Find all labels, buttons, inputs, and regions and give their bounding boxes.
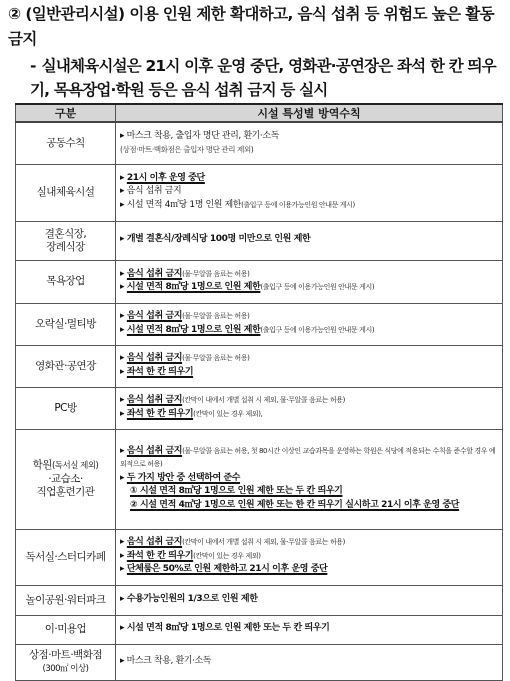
rules-reading-room [116, 529, 503, 585]
rule-line: ▸ 좌석 한 칸 띄우기 [120, 366, 194, 377]
rules-indoor-sports [116, 164, 503, 221]
rules-beauty [116, 615, 503, 644]
quarantine-rules-table [15, 103, 503, 681]
table-row-reading-room [16, 529, 503, 585]
table-row-pc [16, 387, 503, 429]
rule-note: (상점·마트·백화점은 출입자 명단 관리 제외) [120, 144, 254, 154]
rules-amusement [116, 585, 503, 615]
rules-wedding [116, 221, 503, 260]
category-arcade: 오락실·멀티방 [16, 303, 116, 345]
table-row-bath [16, 260, 503, 303]
rule-line: ▸ 좌석 한 칸 띄우기(칸막이 있는 경우 제외) [120, 550, 261, 561]
section-heading: ② (일반관리시설) 이용 인원 제한 확대하고, 음식 섭취 등 위험도 높은 활동 금지 [8, 5, 494, 48]
category-cinema: 영화관·공연장 [16, 345, 116, 387]
rules-academy [116, 429, 503, 529]
category-reading-room: 독서실·스터디카페 [16, 529, 116, 585]
rule-line: ▸ 음식 섭취 금지(칸막이 내에서 개별 섭취 시 제외, 물·무알콜 음료는 허용) [120, 395, 345, 405]
rule-line: ▸ 시설 면적 8㎡당 1명으로 인원 제한(출입구 등에 이용가능인원 안내문 게시) [120, 282, 375, 292]
sub-item-text: 실내체육시설은 21시 이후 운영 중단, 영화관·공연장은 좌석 한 칸 띄우기, 목욕장업·학원 등은 음식 섭취 금지 등 실시 [30, 57, 496, 99]
rule-line: ▸ 음식 섭취 금지(물·무알콜 음료는 허용) [120, 311, 250, 321]
table-row-amusement [16, 585, 503, 615]
category-common: 공동수칙 [16, 122, 116, 164]
sub-item [30, 54, 500, 102]
sub-item-dash: - [30, 57, 36, 75]
header-category: 구분 [16, 104, 116, 122]
rule-line: ▸ 두 가지 방안 중 선택하여 준수 [120, 472, 241, 483]
rule-line: ▸ 음식 섭취 금지(물·무알콜 음료는 허용) [120, 268, 250, 279]
table-row-arcade [16, 303, 503, 345]
table-row-beauty [16, 615, 503, 644]
category-academy: 학원(독서실 제외) ·교습소· 직업훈련기관 [16, 429, 116, 529]
rule-line: ▸ 21시 이후 운영 중단 [120, 172, 205, 183]
rule-line: ▸ 시설 면적 8㎡당 1명으로 인원 제한(출입구 등에 이용가능인원 안내문 게시) [120, 324, 375, 335]
rules-arcade [116, 303, 503, 345]
category-pc: PC방 [16, 387, 116, 429]
category-stores: 상점·마트·백화점 (300㎡ 이상) [16, 644, 116, 680]
rule-line: ▸ 음식 섭취 금지(칸막이 내에서 개별 섭취 시 제외, 물·무알콜 음료는 허용) [120, 537, 345, 548]
table-row-cinema [16, 345, 503, 387]
rule-line: ▸ 수용가능인원의 1/3으로 인원 제한 [120, 593, 258, 604]
category-wedding: 결혼식장, 장례식장 [16, 221, 116, 260]
rule-line: ▸ 마스크 착용, 출입자 명단 관리, 환기·소독 [120, 131, 279, 141]
rules-cinema [116, 345, 503, 387]
rule-line: ▸ 음식 섭취 금지(물·무알콜 음료는 허용) [120, 353, 250, 363]
rule-line: ▸ 좌석 한 칸 띄우기(칸막이 있는 경우 제외), [120, 408, 263, 419]
rules-pc [116, 387, 503, 429]
header-rules: 시설 특성별 방역수칙 [116, 104, 503, 122]
rule-option-2: ② 시설 면적 4㎡당 1명으로 인원 제한 또는 한 칸 띄우기 실시하고 21시 이후 운영 중단 [130, 499, 460, 510]
rule-option-1: ① 시설 면적 8㎡당 1명으로 인원 제한 또는 두 칸 띄우기 [130, 486, 343, 497]
rules-common [116, 122, 503, 164]
category-bath: 목욕장업 [16, 260, 116, 303]
rules-bath [116, 260, 503, 303]
category-amusement: 놀이공원·워터파크 [16, 585, 116, 615]
rule-line: ▸ 단체룸은 50%로 인원 제한하고 21시 이후 운영 중단 [120, 564, 328, 575]
table-row-wedding [16, 221, 503, 260]
rule-line: ▸ 시설 면적 4㎡당 1명 인원 제한(출입구 등에 이용가능인원 안내문 게시) [120, 199, 355, 210]
table-row-academy [16, 429, 503, 529]
rule-line: ▸ 음식 섭취 금지 [120, 186, 182, 197]
table-row-stores [16, 644, 503, 680]
rules-stores [116, 644, 503, 680]
rule-line: ▸ 시설 면적 8㎡당 1명으로 인원 제한 또는 두 칸 띄우기 [120, 623, 330, 634]
rule-line: ▸ 마스크 착용, 환기·소독 [120, 655, 212, 666]
table-row-indoor-sports [16, 164, 503, 221]
rule-line: ▸ 음식 섭취 금지(물·무알콜 음료는 허용, 첫 80시간 이상인 교습과목을 운영하는 학원은 식당에 적용되는 수칙을 준수할 경우 예외적으로 허용) [120, 445, 496, 469]
category-indoor-sports: 실내체육시설 [16, 164, 116, 221]
table-header-row [16, 104, 503, 122]
table-row-common [16, 122, 503, 164]
rule-line: ▸ 개별 결혼식/장례식당 100명 미만으로 인원 제한 [120, 234, 311, 245]
category-beauty: 이·미용업 [16, 615, 116, 644]
